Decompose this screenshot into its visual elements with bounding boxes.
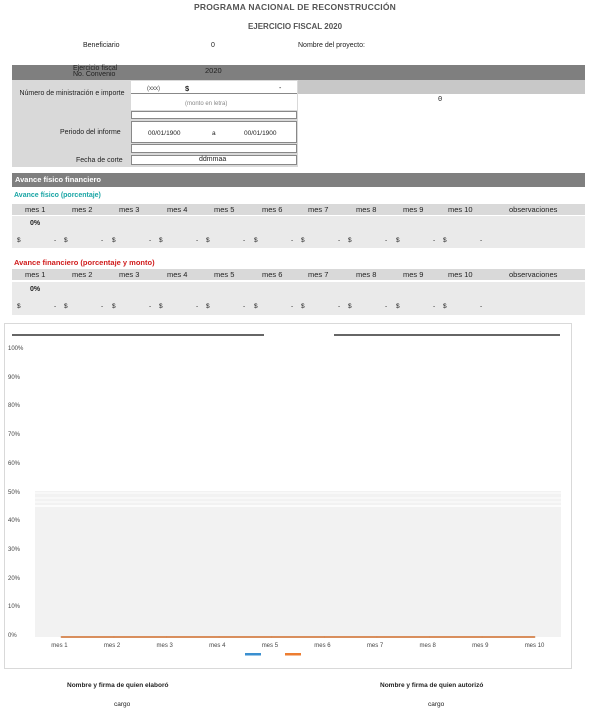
fisico-currency-6: $: [254, 237, 258, 244]
fisico-currency-10: $: [443, 237, 447, 244]
x-tick-1: mes 1: [51, 643, 68, 649]
fin-month-6: mes 6: [262, 270, 283, 279]
info-right-value: 0: [438, 96, 443, 104]
financiero-currency-4: $: [159, 303, 163, 310]
y-tick-100pct: 100%: [8, 346, 24, 352]
financiero-amount-2: -: [101, 303, 104, 310]
series-2-point-1: [61, 636, 62, 637]
fisico-amount-10: -: [480, 237, 483, 244]
fin-month-9: mes 9: [403, 270, 424, 279]
fisico-title: Avance físico (porcentaje): [14, 192, 101, 199]
y-tick-0pct: 0%: [8, 633, 17, 639]
financiero-currency-7: $: [301, 303, 305, 310]
financiero-currency-6: $: [254, 303, 258, 310]
series-2-point-9: [482, 636, 483, 637]
fisico-month-7: mes 7: [308, 205, 329, 214]
fisico-amount-2: -: [101, 237, 104, 244]
x-tick-2: mes 2: [103, 643, 121, 649]
cargo-right: cargo: [428, 701, 445, 708]
ministracion-label: Número de ministración e importe: [19, 90, 125, 97]
financiero-amount-6: -: [291, 303, 294, 310]
series-2-point-3: [166, 636, 167, 637]
ministracion-number: (xxx): [147, 86, 160, 92]
financiero-currency-3: $: [112, 303, 116, 310]
fisico-month-10: mes 10: [448, 205, 473, 214]
series-2-point-2: [113, 636, 114, 637]
periodo-a: a: [212, 130, 216, 137]
legend-swatch-series-2: [285, 653, 301, 656]
beneficiario-label: Beneficiario: [83, 42, 120, 49]
fisico-currency-7: $: [301, 237, 305, 244]
financiero-amount-3: -: [149, 303, 152, 310]
fisico-amount-4: -: [196, 237, 199, 244]
fisico-month-8: mes 8: [356, 205, 377, 214]
fisico-amount-3: -: [149, 237, 152, 244]
financiero-currency-5: $: [206, 303, 210, 310]
y-tick-20pct: 20%: [8, 575, 21, 582]
cargo-left: cargo: [114, 701, 131, 708]
financiero-amount-10: -: [480, 303, 483, 310]
fisico-currency-1: $: [17, 237, 21, 244]
fisico-currency-8: $: [348, 237, 352, 244]
y-tick-80pct: 80%: [8, 403, 21, 410]
beneficiario-value: 0: [211, 42, 215, 49]
series-2-point-7: [376, 636, 377, 637]
financiero-amount-1: -: [54, 303, 57, 310]
fin-month-8: mes 8: [356, 270, 377, 279]
fisico-currency-3: $: [112, 237, 116, 244]
chart-series-layer: [61, 636, 536, 637]
fisico-amount-1: -: [54, 237, 57, 244]
financiero-title: Avance financiero (porcentaje y monto): [14, 258, 155, 267]
corte-label: Fecha de corte: [76, 157, 123, 164]
fin-observaciones: observaciones: [509, 270, 558, 279]
x-tick-10: mes 10: [524, 643, 545, 649]
ejercicio-value: 2020: [205, 66, 222, 75]
fisico-amount-6: -: [291, 237, 294, 244]
series-2-point-10: [534, 636, 535, 637]
fisico-currency-9: $: [396, 237, 400, 244]
fin-month-1: mes 1: [25, 270, 46, 279]
fisico-amount-8: -: [385, 237, 388, 244]
chart-plot-band: [35, 491, 561, 637]
fisico-currency-2: $: [64, 237, 68, 244]
fisico-amount-7: -: [338, 237, 341, 244]
fiscal-year-title: EJERCICIO FISCAL 2020: [247, 22, 343, 31]
fisico-observaciones: observaciones: [509, 205, 558, 214]
financiero-currency-1: $: [17, 303, 21, 310]
fin-month-5: mes 5: [214, 270, 235, 279]
x-tick-4: mes 4: [209, 643, 226, 649]
ministracion-currency: $: [185, 84, 190, 93]
fin-month-7: mes 7: [308, 270, 329, 279]
financiero-amount-8: -: [385, 303, 388, 310]
financiero-currency-9: $: [396, 303, 400, 310]
fisico-currency-5: $: [206, 237, 210, 244]
fisico-month-2: mes 2: [72, 205, 93, 214]
y-tick-50pct: 50%: [8, 489, 21, 496]
y-tick-70pct: 70%: [8, 432, 21, 439]
x-tick-3: mes 3: [156, 643, 173, 649]
y-tick-30pct: 30%: [8, 546, 21, 553]
x-tick-8: mes 8: [419, 643, 436, 649]
periodo-label: Periodo del informe: [60, 129, 121, 136]
ejercicio-label: Ejercicio fiscal: [73, 65, 118, 72]
ministracion-amount: -: [279, 85, 282, 92]
series-2-point-8: [429, 636, 430, 637]
fisico-month-3: mes 3: [119, 205, 140, 214]
fisico-month-5: mes 5: [214, 205, 235, 214]
convenio-label: No. Convenio: [73, 71, 116, 78]
financiero-amount-7: -: [338, 303, 341, 310]
financiero-amount-9: -: [433, 303, 436, 310]
fin-month-2: mes 2: [72, 270, 93, 279]
x-tick-6: mes 6: [314, 643, 331, 649]
y-tick-60pct: 60%: [8, 460, 21, 467]
financiero-amount-4: -: [196, 303, 199, 310]
series-2-point-4: [219, 636, 220, 637]
financiero-currency-2: $: [64, 303, 68, 310]
fisico-month-4: mes 4: [167, 205, 188, 214]
corte-value: ddmmaa: [199, 156, 227, 163]
fisico-currency-4: $: [159, 237, 163, 244]
fisico-month-6: mes 6: [262, 205, 283, 214]
y-tick-10pct: 10%: [8, 604, 21, 611]
x-tick-9: mes 9: [472, 643, 489, 649]
series-2-point-6: [324, 636, 325, 637]
fisico-amount-9: -: [433, 237, 436, 244]
fin-month-3: mes 3: [119, 270, 140, 279]
fisico-month-9: mes 9: [403, 205, 424, 214]
monto-letra: (monto en letra): [185, 101, 228, 107]
program-title: PROGRAMA NACIONAL DE RECONSTRUCCIÓN: [193, 2, 397, 12]
financiero-currency-10: $: [443, 303, 447, 310]
fisico-month-1: mes 1: [25, 205, 46, 214]
periodo-to: 00/01/1900: [244, 130, 277, 137]
financiero-percent: 0%: [30, 286, 41, 293]
y-tick-40pct: 40%: [8, 518, 21, 525]
y-tick-90pct: 90%: [8, 374, 21, 381]
periodo-from: 00/01/1900: [148, 130, 181, 137]
x-tick-5: mes 5: [261, 643, 279, 649]
series-2-point-5: [271, 636, 272, 637]
fin-month-4: mes 4: [167, 270, 188, 279]
signature-autorizo: Nombre y firma de quien autorizó: [380, 682, 484, 689]
x-tick-7: mes 7: [366, 643, 384, 649]
signature-elaboro: Nombre y firma de quien elaboró: [67, 682, 169, 689]
fisico-amount-5: -: [243, 237, 246, 244]
proyecto-label: Nombre del proyecto:: [298, 42, 365, 49]
financiero-currency-8: $: [348, 303, 352, 310]
avance-section-header: Avance físico financiero: [12, 173, 585, 187]
fin-month-10: mes 10: [448, 270, 473, 279]
financiero-amount-5: -: [243, 303, 246, 310]
fisico-percent: 0%: [30, 220, 41, 227]
legend-swatch-series-1: [245, 653, 261, 656]
